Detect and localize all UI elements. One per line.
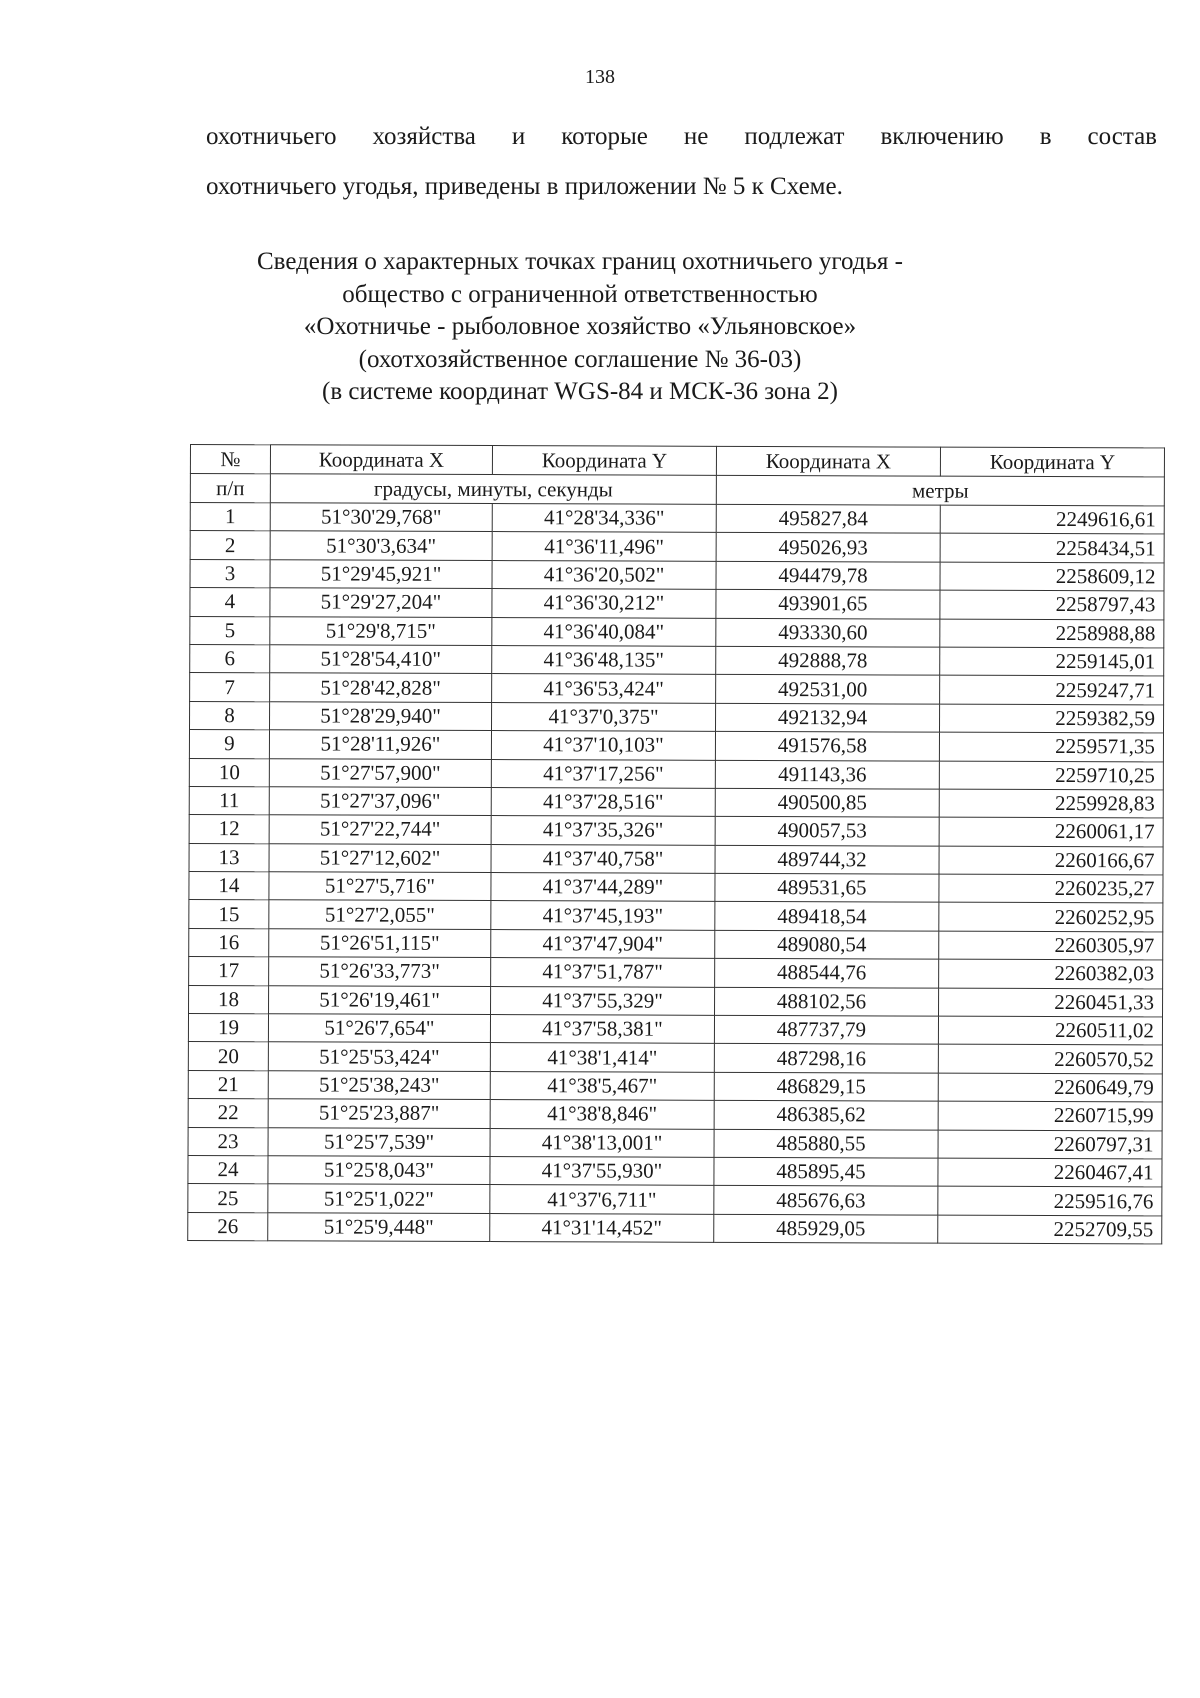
cell-geo-x: 51°25'7,539" — [268, 1127, 490, 1156]
cell-geo-x: 51°25'23,887" — [268, 1099, 490, 1128]
cell-geo-x: 51°25'1,022" — [268, 1184, 490, 1213]
table-row — [188, 1070, 1162, 1102]
cell-geo-x: 51°25'38,243" — [268, 1071, 490, 1100]
cell-number: 3 — [190, 559, 270, 588]
cell-msk-x: 495026,93 — [716, 533, 940, 562]
cell-msk-x: 490500,85 — [715, 788, 939, 817]
table-row — [190, 588, 1164, 620]
table-row — [188, 1099, 1162, 1131]
cell-geo-x: 51°26'19,461" — [269, 985, 491, 1014]
cell-geo-x: 51°26'33,773" — [269, 957, 491, 986]
cell-geo-x: 51°27'5,716" — [269, 872, 491, 901]
cell-geo-x: 51°28'54,410" — [270, 645, 492, 674]
cell-msk-y: 2260166,67 — [939, 846, 1163, 875]
cell-msk-x: 486829,15 — [714, 1072, 938, 1101]
cell-msk-x: 490057,53 — [715, 817, 939, 846]
cell-geo-y: 41°36'30,212" — [492, 589, 716, 618]
header-geo-x: Координата X — [270, 445, 492, 475]
table-row — [189, 872, 1163, 904]
table-row — [189, 730, 1163, 762]
cell-geo-y: 41°36'40,084" — [492, 617, 716, 646]
cell-msk-y: 2258434,51 — [940, 534, 1164, 563]
cell-number: 6 — [190, 644, 270, 673]
header-geo-y: Координата Y — [492, 446, 716, 476]
cell-number: 26 — [188, 1212, 268, 1241]
cell-msk-y: 2259145,01 — [940, 647, 1164, 676]
cell-geo-y: 41°37'44,289" — [491, 873, 715, 902]
cell-geo-x: 51°28'29,940" — [270, 702, 492, 731]
cell-msk-x: 492531,00 — [716, 675, 940, 704]
cell-geo-x: 51°29'27,204" — [270, 588, 492, 617]
cell-geo-y: 41°36'53,424" — [492, 674, 716, 703]
cell-msk-y: 2260061,17 — [939, 817, 1163, 846]
cell-msk-y: 2260570,52 — [938, 1045, 1162, 1074]
heading-line-5: (в системе координат WGS-84 и МСК-36 зона 2) — [322, 378, 838, 405]
cell-msk-x: 489418,54 — [715, 902, 939, 931]
cell-msk-x: 492132,94 — [715, 703, 939, 732]
cell-msk-y: 2260467,41 — [938, 1158, 1162, 1187]
cell-geo-y: 41°37'28,516" — [491, 787, 715, 816]
cell-geo-x: 51°28'42,828" — [270, 673, 492, 702]
table-row — [188, 1212, 1162, 1244]
table-row — [190, 531, 1164, 563]
table-row — [188, 1184, 1162, 1216]
cell-msk-y: 2252709,55 — [938, 1215, 1162, 1244]
cell-msk-x: 485895,45 — [714, 1157, 938, 1186]
cell-number: 8 — [190, 701, 270, 730]
table-row — [190, 644, 1164, 676]
cell-geo-x: 51°28'11,926" — [269, 730, 491, 759]
cell-number: 2 — [190, 531, 270, 560]
page-number: 138 — [585, 66, 615, 88]
cell-geo-y: 41°28'34,336" — [492, 504, 716, 533]
intro-text-line-1: охотничьего хозяйства и которые не подлежат включению в состав — [206, 123, 1157, 150]
cell-geo-y: 41°37'17,256" — [491, 759, 715, 788]
cell-geo-y: 41°38'13,001" — [490, 1128, 714, 1157]
cell-geo-y: 41°37'0,375" — [492, 702, 716, 731]
cell-geo-x: 51°30'29,768" — [270, 503, 492, 532]
cell-msk-x: 487737,79 — [714, 1015, 938, 1044]
table-row — [188, 1155, 1162, 1187]
cell-geo-y: 41°31'14,452" — [490, 1213, 714, 1242]
header-msk-units: метры — [716, 475, 1164, 506]
table-row — [189, 843, 1163, 875]
table-row — [190, 701, 1164, 733]
coordinates-table-body — [188, 445, 1165, 1245]
cell-msk-y: 2260305,97 — [939, 931, 1163, 960]
header-number-bottom: п/п — [190, 474, 270, 503]
cell-msk-y: 2260235,27 — [939, 874, 1163, 903]
cell-msk-y: 2258988,88 — [940, 619, 1164, 648]
cell-number: 1 — [190, 503, 270, 532]
cell-geo-x: 51°25'53,424" — [268, 1042, 490, 1071]
table-header-row — [190, 445, 1164, 477]
table-row — [190, 503, 1164, 535]
header-geo-units: градусы, минуты, секунды — [270, 474, 716, 505]
cell-geo-x: 51°29'8,715" — [270, 616, 492, 645]
cell-geo-y: 41°37'55,930" — [490, 1157, 714, 1186]
cell-msk-x: 486385,62 — [714, 1101, 938, 1130]
cell-geo-x: 51°27'12,602" — [269, 843, 491, 872]
header-number-top: № — [190, 445, 270, 474]
cell-geo-y: 41°37'58,381" — [490, 1015, 714, 1044]
table-heading — [180, 246, 980, 409]
heading-line-2: общество с ограниченной ответственностью — [342, 280, 818, 308]
cell-number: 18 — [189, 985, 269, 1014]
cell-msk-y: 2259928,83 — [939, 789, 1163, 818]
cell-number: 10 — [189, 758, 269, 787]
cell-msk-x: 489744,32 — [715, 845, 939, 874]
heading-line-4: (охотхозяйственное соглашение № 36-03) — [358, 345, 802, 373]
cell-geo-y: 41°38'1,414" — [490, 1043, 714, 1072]
cell-geo-y: 41°36'48,135" — [492, 646, 716, 675]
cell-geo-x: 51°27'57,900" — [269, 758, 491, 787]
cell-msk-x: 493901,65 — [716, 590, 940, 619]
cell-geo-x: 51°25'8,043" — [268, 1156, 490, 1185]
cell-geo-x: 51°27'22,744" — [269, 815, 491, 844]
cell-number: 11 — [189, 786, 269, 815]
table-row — [189, 957, 1163, 989]
table-row — [189, 985, 1163, 1017]
heading-line-3: «Охотничье - рыболовное хозяйство «Ульяновское» — [303, 313, 857, 340]
cell-msk-y: 2259247,71 — [940, 675, 1164, 704]
cell-number: 12 — [189, 815, 269, 844]
cell-number: 22 — [188, 1099, 268, 1128]
cell-msk-y: 2260511,02 — [938, 1016, 1162, 1045]
cell-number: 21 — [188, 1070, 268, 1099]
cell-geo-y: 41°38'8,846" — [490, 1100, 714, 1129]
coordinates-table — [187, 444, 1165, 1245]
cell-msk-y: 2259382,59 — [939, 704, 1163, 733]
cell-msk-y: 2249616,61 — [940, 505, 1164, 534]
cell-msk-x: 492888,78 — [716, 646, 940, 675]
cell-msk-x: 491576,58 — [715, 731, 939, 760]
cell-geo-y: 41°37'51,787" — [491, 958, 715, 987]
cell-msk-x: 493330,60 — [716, 618, 940, 647]
intro-text-line-2: охотничьего угодья, приведены в приложении № 5 к Схеме. — [206, 173, 843, 200]
table-row — [190, 616, 1164, 648]
cell-geo-y: 41°37'35,326" — [491, 816, 715, 845]
cell-msk-y: 2260649,79 — [938, 1073, 1162, 1102]
cell-msk-x: 485676,63 — [714, 1186, 938, 1215]
cell-number: 14 — [189, 872, 269, 901]
cell-number: 25 — [188, 1184, 268, 1213]
cell-msk-y: 2258609,12 — [940, 562, 1164, 591]
table-row — [189, 815, 1163, 847]
cell-msk-x: 489531,65 — [715, 873, 939, 902]
cell-geo-y: 41°37'6,711" — [490, 1185, 714, 1214]
cell-geo-x: 51°27'2,055" — [269, 900, 491, 929]
cell-msk-y: 2260797,31 — [938, 1130, 1162, 1159]
cell-geo-y: 41°37'47,904" — [491, 929, 715, 958]
table-row — [188, 1042, 1162, 1074]
cell-geo-y: 41°37'45,193" — [491, 901, 715, 930]
cell-number: 17 — [189, 957, 269, 986]
cell-number: 16 — [189, 928, 269, 957]
cell-number: 23 — [188, 1127, 268, 1156]
table-row — [189, 928, 1163, 960]
cell-msk-y: 2260715,99 — [938, 1101, 1162, 1130]
table-row — [188, 1127, 1162, 1159]
cell-msk-y: 2260451,33 — [939, 988, 1163, 1017]
cell-msk-x: 491143,36 — [715, 760, 939, 789]
cell-number: 5 — [190, 616, 270, 645]
cell-geo-y: 41°37'10,103" — [491, 731, 715, 760]
cell-geo-x: 51°26'7,654" — [268, 1014, 490, 1043]
cell-msk-x: 485880,55 — [714, 1129, 938, 1158]
table-units-row — [190, 474, 1164, 506]
cell-msk-x: 487298,16 — [714, 1044, 938, 1073]
cell-number: 13 — [189, 843, 269, 872]
cell-msk-y: 2258797,43 — [940, 590, 1164, 619]
cell-msk-y: 2259571,35 — [939, 732, 1163, 761]
table-row — [189, 900, 1163, 932]
table-row — [188, 1014, 1162, 1046]
table-row — [189, 786, 1163, 818]
cell-geo-y: 41°36'11,496" — [492, 532, 716, 561]
cell-number: 7 — [190, 673, 270, 702]
cell-geo-y: 41°36'20,502" — [492, 560, 716, 589]
cell-geo-y: 41°37'55,329" — [491, 986, 715, 1015]
cell-msk-x: 488102,56 — [715, 987, 939, 1016]
cell-msk-y: 2260252,95 — [939, 903, 1163, 932]
cell-msk-x: 488544,76 — [715, 959, 939, 988]
header-msk-y: Координата Y — [940, 447, 1164, 477]
table-row — [189, 758, 1163, 790]
cell-msk-y: 2259516,76 — [938, 1186, 1162, 1215]
cell-geo-x: 51°26'51,115" — [269, 929, 491, 958]
cell-number: 4 — [190, 588, 270, 617]
cell-msk-y: 2259710,25 — [939, 761, 1163, 790]
table-row — [190, 673, 1164, 705]
cell-geo-y: 41°38'5,467" — [490, 1071, 714, 1100]
cell-number: 15 — [189, 900, 269, 929]
table-row — [190, 559, 1164, 591]
cell-number: 24 — [188, 1155, 268, 1184]
cell-msk-x: 495827,84 — [716, 504, 940, 533]
cell-geo-x: 51°27'37,096" — [269, 787, 491, 816]
cell-geo-x: 51°29'45,921" — [270, 560, 492, 589]
cell-msk-x: 494479,78 — [716, 561, 940, 590]
cell-number: 19 — [188, 1014, 268, 1043]
cell-geo-x: 51°30'3,634" — [270, 531, 492, 560]
cell-msk-x: 485929,05 — [714, 1214, 938, 1243]
cell-msk-x: 489080,54 — [715, 930, 939, 959]
cell-geo-y: 41°37'40,758" — [491, 844, 715, 873]
cell-number: 9 — [189, 730, 269, 759]
cell-number: 20 — [188, 1042, 268, 1071]
cell-geo-x: 51°25'9,448" — [268, 1213, 490, 1242]
cell-msk-y: 2260382,03 — [939, 959, 1163, 988]
header-msk-x: Координата X — [716, 446, 940, 476]
heading-line-1: Сведения о характерных точках границ охотничьего угодья - — [256, 248, 903, 275]
